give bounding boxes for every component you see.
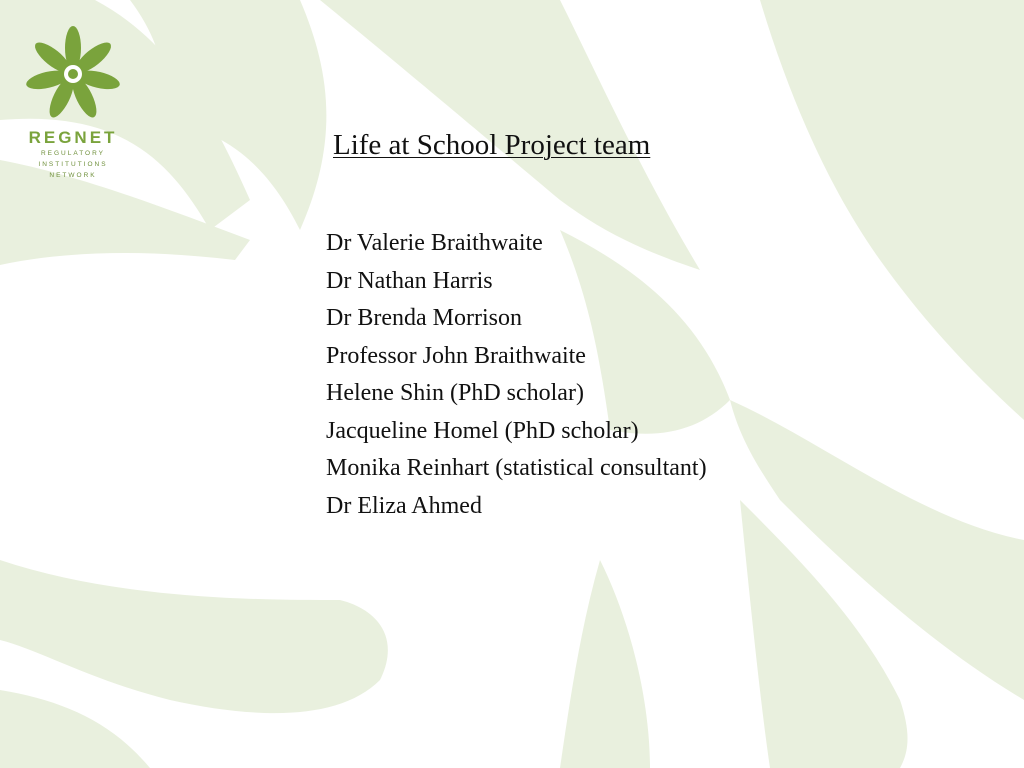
team-member: Dr Valerie Braithwaite	[326, 230, 543, 256]
logo-subtitle-line: INSTITUTIONS	[38, 161, 108, 168]
team-member: Professor John Braithwaite	[326, 342, 586, 369]
regnet-star-icon	[18, 26, 128, 126]
regnet-logo	[18, 26, 128, 186]
team-member-list	[326, 225, 707, 525]
team-member: Jacqueline Homel (PhD scholar)	[326, 417, 639, 444]
logo-subtitle-line: NETWORK	[49, 172, 97, 179]
team-member: Dr Eliza Ahmed	[326, 492, 482, 519]
logo-subtitle-line: REGULATORY	[40, 150, 106, 157]
slide-title: Life at School Project team	[333, 129, 651, 161]
team-member: Dr Nathan Harris	[326, 267, 493, 294]
team-member: Dr Brenda Morrison	[326, 305, 522, 331]
logo-wordmark	[18, 128, 128, 181]
team-member: Monika Reinhart (statistical consultant)	[326, 455, 707, 481]
team-member: Helene Shin (PhD scholar)	[326, 380, 584, 406]
logo-name: REGNET	[28, 128, 118, 147]
